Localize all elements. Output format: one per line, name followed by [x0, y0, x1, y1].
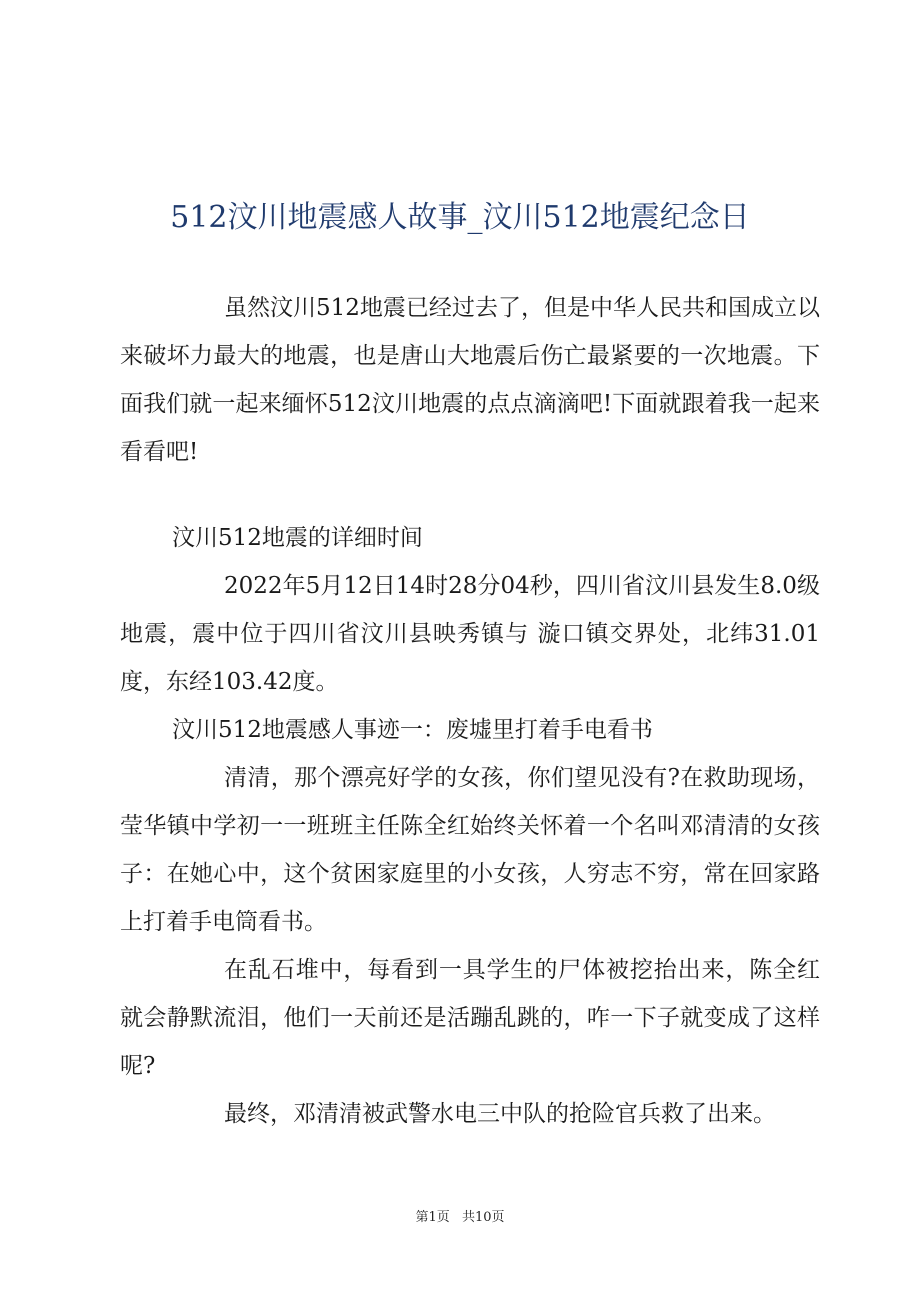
section-heading-story: 汶川512地震感人事迹一：废墟里打着手电看书 — [172, 717, 653, 743]
time-paragraph: 2022年5月12日14时28分04秒，四川省汶川县发生8.0级地震，震中位于四川省汶川县映秀镇与 漩口镇交界处，北纬31.01度，东经103.42度。 — [120, 573, 820, 695]
story-paragraph-2: 在乱石堆中，每看到一具学生的尸体被挖抬出来，陈全红就会静默流泪，他们一天前还是活蹦乱跳的，咋一下子就变成了这样呢? — [120, 957, 820, 1079]
page-number: 第1页 — [415, 1210, 450, 1225]
intro-paragraph: 虽然汶川512地震已经过去了，但是中华人民共和国成立以来破坏力最大的地震，也是唐山大地震后伤亡最紧要的一次地震。下面我们就一起来缅怀512汶川地震的点点滴滴吧!下面就跟着我一起来看看吧! — [120, 295, 820, 465]
page-footer — [0, 1206, 920, 1225]
story-paragraph-1: 清清，那个漂亮好学的女孩，你们望见没有?在救助现场，莹华镇中学初一一班班主任陈全红始终关怀着一个名叫邓清清的女孩子：在她心中，这个贫困家庭里的小女孩，人穷志不穷，常在回家路上打着手电筒看书。 — [120, 765, 820, 935]
story-paragraph-3: 最终，邓清清被武警水电三中队的抢险官兵救了出来。 — [224, 1101, 776, 1127]
section-heading-time: 汶川512地震的详细时间 — [172, 525, 423, 551]
document-title: 512汶川地震感人故事_汶川512地震纪念日 — [170, 200, 750, 235]
page-total: 共10页 — [461, 1210, 505, 1225]
